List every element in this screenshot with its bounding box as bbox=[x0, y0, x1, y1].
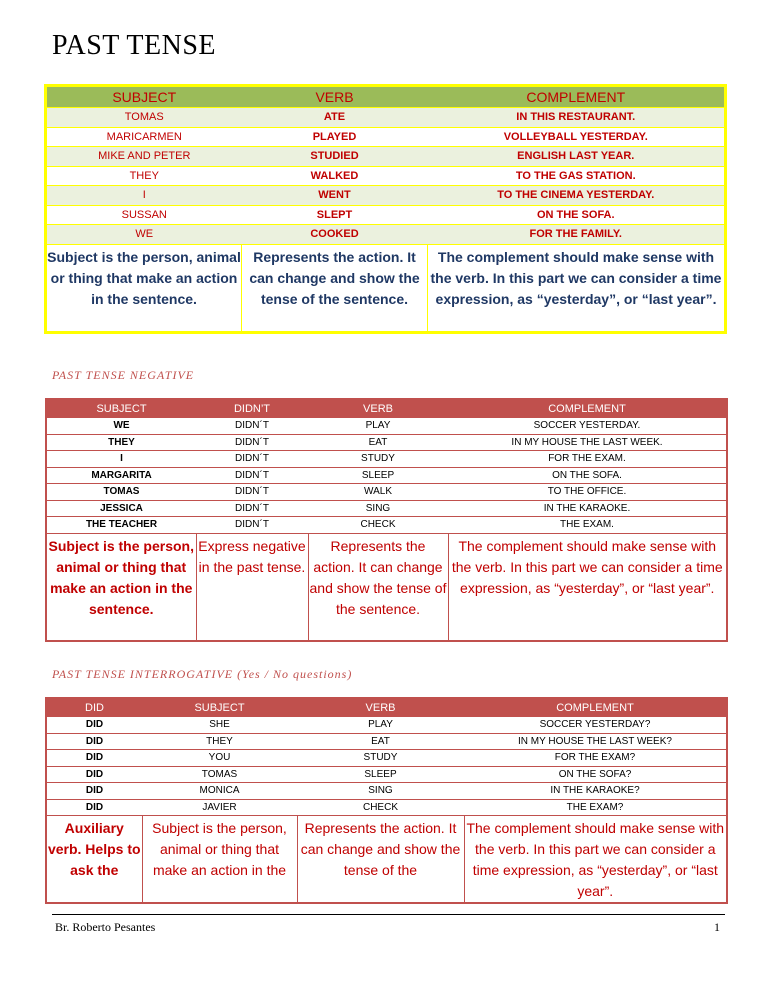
description-subject: Subject is the person, animal or thing that make an action in the sentence. bbox=[46, 533, 196, 641]
header-complement: COMPLEMENT bbox=[448, 399, 727, 418]
table-row bbox=[46, 766, 727, 783]
cell-subject: I bbox=[46, 186, 242, 206]
cell-subject: THEY bbox=[46, 434, 196, 451]
cell-complement: IN THE KARAOKE. bbox=[448, 500, 727, 517]
header-complement: COMPLEMENT bbox=[464, 698, 727, 717]
cell-complement: IN MY HOUSE THE LAST WEEK? bbox=[464, 733, 727, 750]
header-complement: COMPLEMENT bbox=[428, 86, 726, 108]
cell-complement: TO THE OFFICE. bbox=[448, 484, 727, 501]
cell-verb: SLEEP bbox=[308, 467, 448, 484]
table-row bbox=[46, 750, 727, 767]
cell-verb: PLAY bbox=[308, 418, 448, 434]
cell-subject: SUSSAN bbox=[46, 205, 242, 225]
cell-complement: ON THE SOFA? bbox=[464, 766, 727, 783]
cell-subject: THEY bbox=[142, 733, 297, 750]
cell-verb: STUDY bbox=[297, 750, 464, 767]
cell-complement: SOCCER YESTERDAY? bbox=[464, 717, 727, 733]
description-row bbox=[46, 244, 726, 332]
description-verb: Represents the action. It can change and show the tense of the sentence. bbox=[242, 244, 428, 332]
cell-subject: YOU bbox=[142, 750, 297, 767]
cell-verb: ATE bbox=[242, 108, 428, 128]
cell-verb: SLEEP bbox=[297, 766, 464, 783]
description-complement: The complement should make sense with the verb. In this part we can consider a time expression, as “yesterday”, or “last year”. bbox=[428, 244, 726, 332]
header-subject: SUBJECT bbox=[142, 698, 297, 717]
cell-verb: SING bbox=[297, 783, 464, 800]
table-row bbox=[46, 166, 726, 186]
table-row bbox=[46, 186, 726, 206]
cell-verb: COOKED bbox=[242, 225, 428, 245]
cell-complement: ON THE SOFA. bbox=[428, 205, 726, 225]
cell-verb: WENT bbox=[242, 186, 428, 206]
table-row bbox=[46, 517, 727, 534]
table-row bbox=[46, 733, 727, 750]
cell-subject: JAVIER bbox=[142, 799, 297, 816]
cell-subject: MIKE AND PETER bbox=[46, 147, 242, 167]
table-row bbox=[46, 108, 726, 128]
cell-subject: SHE bbox=[142, 717, 297, 733]
cell-did: DID bbox=[46, 717, 142, 733]
table-row bbox=[46, 783, 727, 800]
description-verb: Represents the action. It can change and show the tense of the bbox=[297, 816, 464, 904]
table-row bbox=[46, 127, 726, 147]
past-tense-negative-table bbox=[45, 398, 728, 642]
cell-subject: MARICARMEN bbox=[46, 127, 242, 147]
cell-didnt: DIDN´T bbox=[196, 484, 308, 501]
cell-verb: CHECK bbox=[297, 799, 464, 816]
description-complement: The complement should make sense with the verb. In this part we can consider a time expression, as “yesterday”, or “last year”. bbox=[448, 533, 727, 641]
cell-complement: ON THE SOFA. bbox=[448, 467, 727, 484]
table-header-row bbox=[46, 698, 727, 717]
cell-subject: THE TEACHER bbox=[46, 517, 196, 534]
cell-complement: FOR THE EXAM? bbox=[464, 750, 727, 767]
cell-did: DID bbox=[46, 733, 142, 750]
past-tense-interrogative-table bbox=[45, 697, 728, 904]
cell-did: DID bbox=[46, 799, 142, 816]
page-number: 1 bbox=[714, 920, 720, 934]
table-header-row bbox=[46, 399, 727, 418]
cell-complement: THE EXAM. bbox=[448, 517, 727, 534]
table-row bbox=[46, 799, 727, 816]
description-didnt: Express negative in the past tense. bbox=[196, 533, 308, 641]
cell-did: DID bbox=[46, 750, 142, 767]
table-row bbox=[46, 717, 727, 733]
header-verb: VERB bbox=[308, 399, 448, 418]
cell-subject: MONICA bbox=[142, 783, 297, 800]
cell-didnt: DIDN´T bbox=[196, 418, 308, 434]
table-row bbox=[46, 484, 727, 501]
table-row bbox=[46, 467, 727, 484]
cell-complement: VOLLEYBALL YESTERDAY. bbox=[428, 127, 726, 147]
cell-verb: EAT bbox=[297, 733, 464, 750]
page-title: PAST TENSE bbox=[52, 30, 216, 61]
cell-complement: TO THE GAS STATION. bbox=[428, 166, 726, 186]
cell-verb: CHECK bbox=[308, 517, 448, 534]
cell-subject: TOMAS bbox=[46, 484, 196, 501]
table-row bbox=[46, 418, 727, 434]
table-row bbox=[46, 205, 726, 225]
cell-verb: STUDY bbox=[308, 451, 448, 468]
cell-complement: THE EXAM? bbox=[464, 799, 727, 816]
cell-subject: JESSICA bbox=[46, 500, 196, 517]
cell-subject: TOMAS bbox=[46, 108, 242, 128]
cell-subject: THEY bbox=[46, 166, 242, 186]
cell-complement: TO THE CINEMA YESTERDAY. bbox=[428, 186, 726, 206]
cell-complement: IN THE KARAOKE? bbox=[464, 783, 727, 800]
header-subject: SUBJECT bbox=[46, 399, 196, 418]
cell-verb: STUDIED bbox=[242, 147, 428, 167]
description-row bbox=[46, 816, 727, 904]
table-row bbox=[46, 500, 727, 517]
cell-did: DID bbox=[46, 783, 142, 800]
cell-didnt: DIDN´T bbox=[196, 434, 308, 451]
table-row bbox=[46, 225, 726, 245]
header-did: DID bbox=[46, 698, 142, 717]
cell-didnt: DIDN´T bbox=[196, 500, 308, 517]
cell-subject: WE bbox=[46, 418, 196, 434]
description-did: Auxiliary verb. Helps to ask the bbox=[46, 816, 142, 904]
cell-didnt: DIDN´T bbox=[196, 451, 308, 468]
description-subject: Subject is the person, animal or thing that make an action in the bbox=[142, 816, 297, 904]
table-row bbox=[46, 434, 727, 451]
description-subject: Subject is the person, animal or thing that make an action in the sentence. bbox=[46, 244, 242, 332]
table-row bbox=[46, 147, 726, 167]
cell-subject: TOMAS bbox=[142, 766, 297, 783]
description-complement: The complement should make sense with the verb. In this part we can consider a time expression, as “yesterday”, or “last year”. bbox=[464, 816, 727, 904]
header-verb: VERB bbox=[242, 86, 428, 108]
cell-didnt: DIDN´T bbox=[196, 467, 308, 484]
cell-verb: PLAY bbox=[297, 717, 464, 733]
cell-complement: FOR THE FAMILY. bbox=[428, 225, 726, 245]
cell-verb: SLEPT bbox=[242, 205, 428, 225]
cell-didnt: DIDN´T bbox=[196, 517, 308, 534]
cell-complement: IN THIS RESTAURANT. bbox=[428, 108, 726, 128]
cell-verb: WALKED bbox=[242, 166, 428, 186]
footer-divider bbox=[52, 914, 725, 915]
header-didnt: DIDN’T bbox=[196, 399, 308, 418]
cell-complement: SOCCER YESTERDAY. bbox=[448, 418, 727, 434]
cell-subject: I bbox=[46, 451, 196, 468]
cell-verb: PLAYED bbox=[242, 127, 428, 147]
table-row bbox=[46, 451, 727, 468]
cell-subject: MARGARITA bbox=[46, 467, 196, 484]
cell-complement: FOR THE EXAM. bbox=[448, 451, 727, 468]
cell-complement: IN MY HOUSE THE LAST WEEK. bbox=[448, 434, 727, 451]
cell-did: DID bbox=[46, 766, 142, 783]
section-title-interrogative: PAST TENSE INTERROGATIVE (Yes / No questions) bbox=[52, 667, 353, 681]
cell-verb: SING bbox=[308, 500, 448, 517]
section-title-negative: PAST TENSE NEGATIVE bbox=[52, 368, 195, 382]
past-tense-table bbox=[44, 84, 727, 334]
cell-complement: ENGLISH LAST YEAR. bbox=[428, 147, 726, 167]
cell-verb: WALK bbox=[308, 484, 448, 501]
footer-author: Br. Roberto Pesantes bbox=[55, 920, 156, 934]
header-subject: SUBJECT bbox=[46, 86, 242, 108]
cell-verb: EAT bbox=[308, 434, 448, 451]
table-header-row bbox=[46, 86, 726, 108]
description-verb: Represents the action. It can change and show the tense of the sentence. bbox=[308, 533, 448, 641]
header-verb: VERB bbox=[297, 698, 464, 717]
description-row bbox=[46, 533, 727, 641]
cell-subject: WE bbox=[46, 225, 242, 245]
